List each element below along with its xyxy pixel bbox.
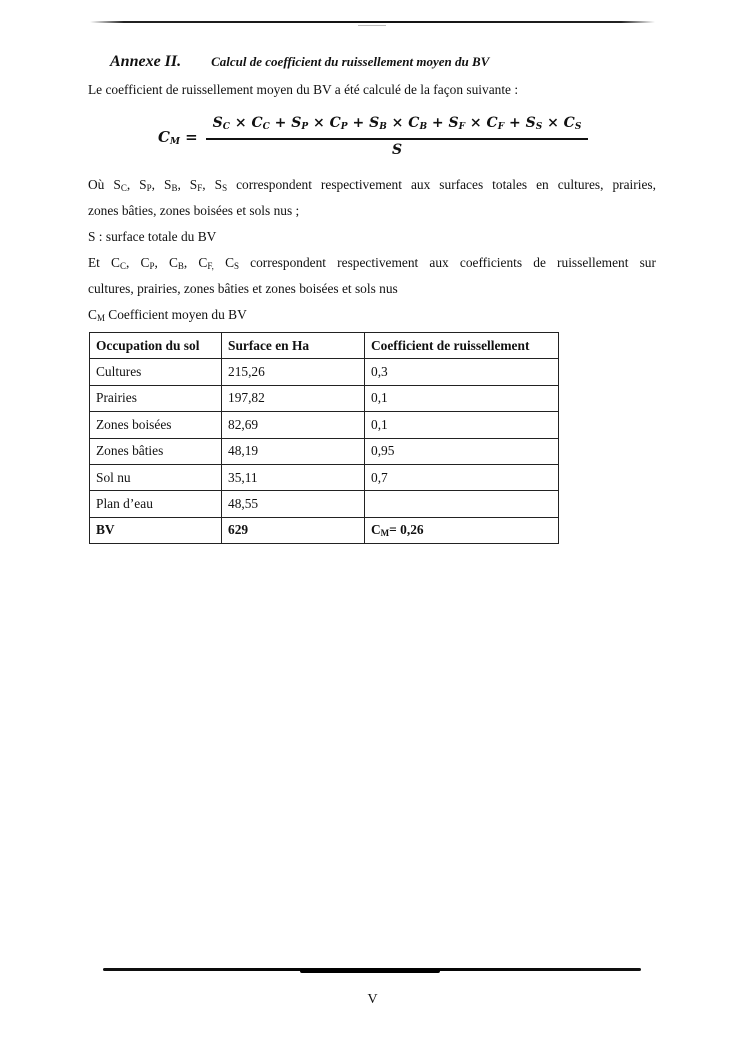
cell-coefficient: 0,3 xyxy=(365,359,559,385)
header-rule-mark xyxy=(358,25,386,26)
cell-surface: 48,19 xyxy=(222,438,365,464)
surfaces-paragraph xyxy=(88,172,656,224)
total-coefficient: $C_M= 0,26$ xyxy=(365,517,559,543)
cell-occupation: Prairies xyxy=(90,385,222,411)
table-row xyxy=(90,359,559,385)
coefficients-line-2: cultures, prairies, zones bâties et zones boisées et sols nus xyxy=(88,281,398,296)
formula-lhs: $C_M$ = xyxy=(158,128,198,147)
formula-term: $S_F \times C_F$ xyxy=(448,115,505,132)
formula-term: $S_P \times C_P$ xyxy=(291,115,348,132)
cell-surface: 35,11 xyxy=(222,464,365,490)
s-definition: S : surface totale du BV xyxy=(88,229,217,244)
header-rule xyxy=(90,21,655,23)
formula-denominator: S xyxy=(391,142,403,158)
cell-occupation: Zones boisées xyxy=(90,412,222,438)
annex-label: Annexe II. xyxy=(110,53,182,70)
cell-coefficient: 0,7 xyxy=(365,464,559,490)
cell-surface: 197,82 xyxy=(222,385,365,411)
header-coefficient: Coefficient de ruissellement xyxy=(365,333,559,359)
coefficients-paragraph xyxy=(88,250,656,302)
cm-definition: $C_M$ Coefficient moyen du BV xyxy=(88,307,247,323)
header-occupation: Occupation du sol xyxy=(90,333,222,359)
total-label: BV xyxy=(90,517,222,543)
cell-occupation: Sol nu xyxy=(90,464,222,490)
runoff-formula xyxy=(158,115,598,165)
fraction-bar xyxy=(206,138,588,140)
table-row xyxy=(90,464,559,490)
cell-coefficient xyxy=(365,491,559,517)
formula-term: $S_B \times C_B$ xyxy=(369,115,428,132)
land-use-table xyxy=(89,332,559,544)
footer-rule-thick xyxy=(300,969,440,973)
coefficients-line-1: Et $C_C$, $C_P$, $C_B$, $C_{F,}$ $C_S$ correspondent respectivement aux coefficients de ruissellement sur xyxy=(88,255,656,271)
formula-numerator: $S_C \times C_C + S_P \times C_P + S_B \times C_B + S_F \times C_F + S_S \times C_S$ xyxy=(212,115,582,132)
table-row xyxy=(90,438,559,464)
cell-occupation: Zones bâties xyxy=(90,438,222,464)
cell-occupation: Cultures xyxy=(90,359,222,385)
header-surface: Surface en Ha xyxy=(222,333,365,359)
cell-coefficient: 0,95 xyxy=(365,438,559,464)
cell-occupation: Plan d’eau xyxy=(90,491,222,517)
cell-coefficient: 0,1 xyxy=(365,385,559,411)
surfaces-line-2: zones bâties, zones boisées et sols nus ; xyxy=(88,203,300,218)
annex-subtitle: Calcul de coefficient du ruissellement moyen du BV xyxy=(211,54,490,69)
page-number: V xyxy=(367,992,378,1007)
table-total-row xyxy=(90,517,559,543)
total-surface: 629 xyxy=(222,517,365,543)
formula-term: $S_C \times C_C$ xyxy=(212,115,270,132)
intro-paragraph: Le coefficient de ruissellement moyen du BV a été calculé de la façon suivante : xyxy=(88,82,519,97)
cell-coefficient: 0,1 xyxy=(365,412,559,438)
table-header-row xyxy=(90,333,559,359)
cell-surface: 215,26 xyxy=(222,359,365,385)
table-row xyxy=(90,385,559,411)
table-row xyxy=(90,491,559,517)
cell-surface: 48,55 xyxy=(222,491,365,517)
table-row xyxy=(90,412,559,438)
surfaces-line-1: Où $S_C$, $S_P$, $S_B$, $S_F$, $S_S$ correspondent respectivement aux surfaces totales en cultures, prairies, xyxy=(88,177,656,193)
cell-surface: 82,69 xyxy=(222,412,365,438)
annex-heading xyxy=(110,53,489,71)
formula-term: $S_S \times C_S$ xyxy=(525,115,582,132)
